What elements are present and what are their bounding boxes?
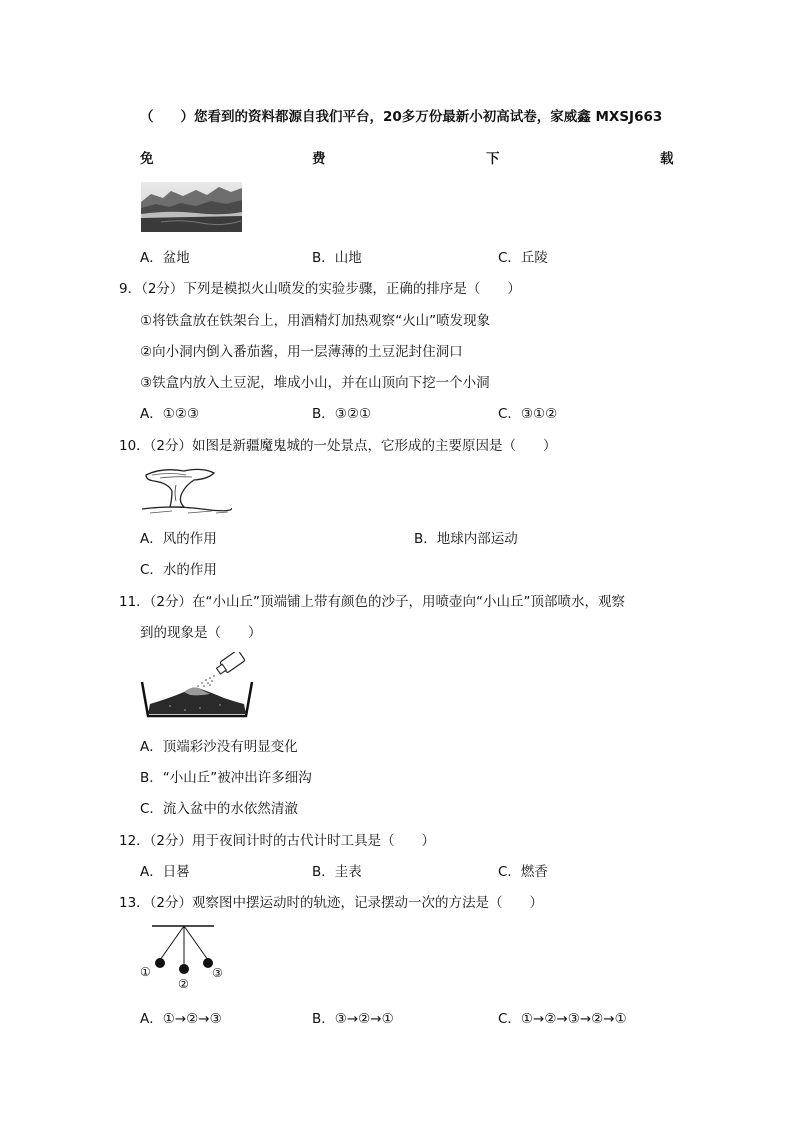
q8-option-b[interactable]: B．山地 bbox=[312, 250, 362, 266]
pendulum-label-1: ① bbox=[140, 965, 151, 979]
pendulum-label-2: ② bbox=[178, 977, 189, 991]
free-char-1: 免 bbox=[140, 151, 154, 167]
q12-option-c[interactable]: C．燃香 bbox=[498, 864, 548, 880]
q13-option-b[interactable]: B．③→②→① bbox=[312, 1011, 394, 1027]
q11-option-a[interactable]: A．顶端彩沙没有明显变化 bbox=[140, 739, 298, 755]
pendulum-bob-center bbox=[179, 964, 189, 974]
q9-step-2: ②向小洞内倒入番茄酱，用一层薄薄的土豆泥封住洞口 bbox=[140, 344, 463, 360]
watering-hill-figure bbox=[140, 652, 254, 718]
q12-option-a[interactable]: A．日晷 bbox=[140, 864, 190, 880]
q11-option-b[interactable]: B．“小山丘”被冲出许多细沟 bbox=[140, 770, 312, 786]
q12-stem: 12．（2分）用于夜间计时的古代计时工具是（ ） bbox=[119, 833, 436, 849]
free-char-3: 下 bbox=[486, 151, 500, 167]
q9-option-b[interactable]: B．③②① bbox=[312, 406, 372, 422]
q13-option-a[interactable]: A．①→②→③ bbox=[140, 1011, 222, 1027]
q8-option-a[interactable]: A．盆地 bbox=[140, 250, 190, 266]
promo-line: （ ）您看到的资料都源自我们平台，20多万份最新小初高试卷，家威鑫 MXSJ663 bbox=[140, 109, 663, 125]
q9-option-c[interactable]: C．③①② bbox=[498, 406, 558, 422]
q9-stem: 9．（2分）下列是模拟火山喷发的实验步骤，正确的排序是（ ） bbox=[119, 281, 521, 297]
q9-step-3: ③铁盒内放入土豆泥，堆成小山，并在山顶向下挖一个小洞 bbox=[140, 375, 490, 391]
landscape-photo bbox=[141, 182, 242, 232]
pendulum-label-3: ③ bbox=[212, 966, 223, 980]
q10-option-c[interactable]: C．水的作用 bbox=[140, 562, 217, 578]
q12-option-b[interactable]: B．圭表 bbox=[312, 864, 362, 880]
q11-option-c[interactable]: C．流入盆中的水依然清澈 bbox=[140, 801, 298, 817]
q8-option-c[interactable]: C．丘陵 bbox=[498, 250, 548, 266]
free-char-2: 费 bbox=[312, 151, 326, 167]
yardang-rock-figure bbox=[142, 463, 232, 515]
pendulum-figure bbox=[138, 922, 228, 992]
free-char-4: 载 bbox=[660, 151, 674, 167]
q11-stem-line2: 到的现象是（ ） bbox=[140, 625, 262, 641]
q11-stem-line1: 11．（2分）在“小山丘”顶端铺上带有颜色的沙子，用喷壶向“小山丘”顶部喷水，观察 bbox=[119, 594, 625, 610]
q10-option-a[interactable]: A．风的作用 bbox=[140, 531, 217, 547]
q13-stem: 13．（2分）观察图中摆运动时的轨迹，记录摆动一次的方法是（ ） bbox=[119, 895, 544, 911]
q10-stem: 10．（2分）如图是新疆魔鬼城的一处景点，它形成的主要原因是（ ） bbox=[119, 438, 557, 454]
q9-step-1: ①将铁盒放在铁架台上，用酒精灯加热观察“火山”喷发现象 bbox=[140, 313, 491, 329]
q9-option-a[interactable]: A．①②③ bbox=[140, 406, 200, 422]
q13-option-c[interactable]: C．①→②→③→②→① bbox=[498, 1011, 627, 1027]
pendulum-bob-left bbox=[155, 958, 165, 968]
q10-option-b[interactable]: B．地球内部运动 bbox=[414, 531, 518, 547]
